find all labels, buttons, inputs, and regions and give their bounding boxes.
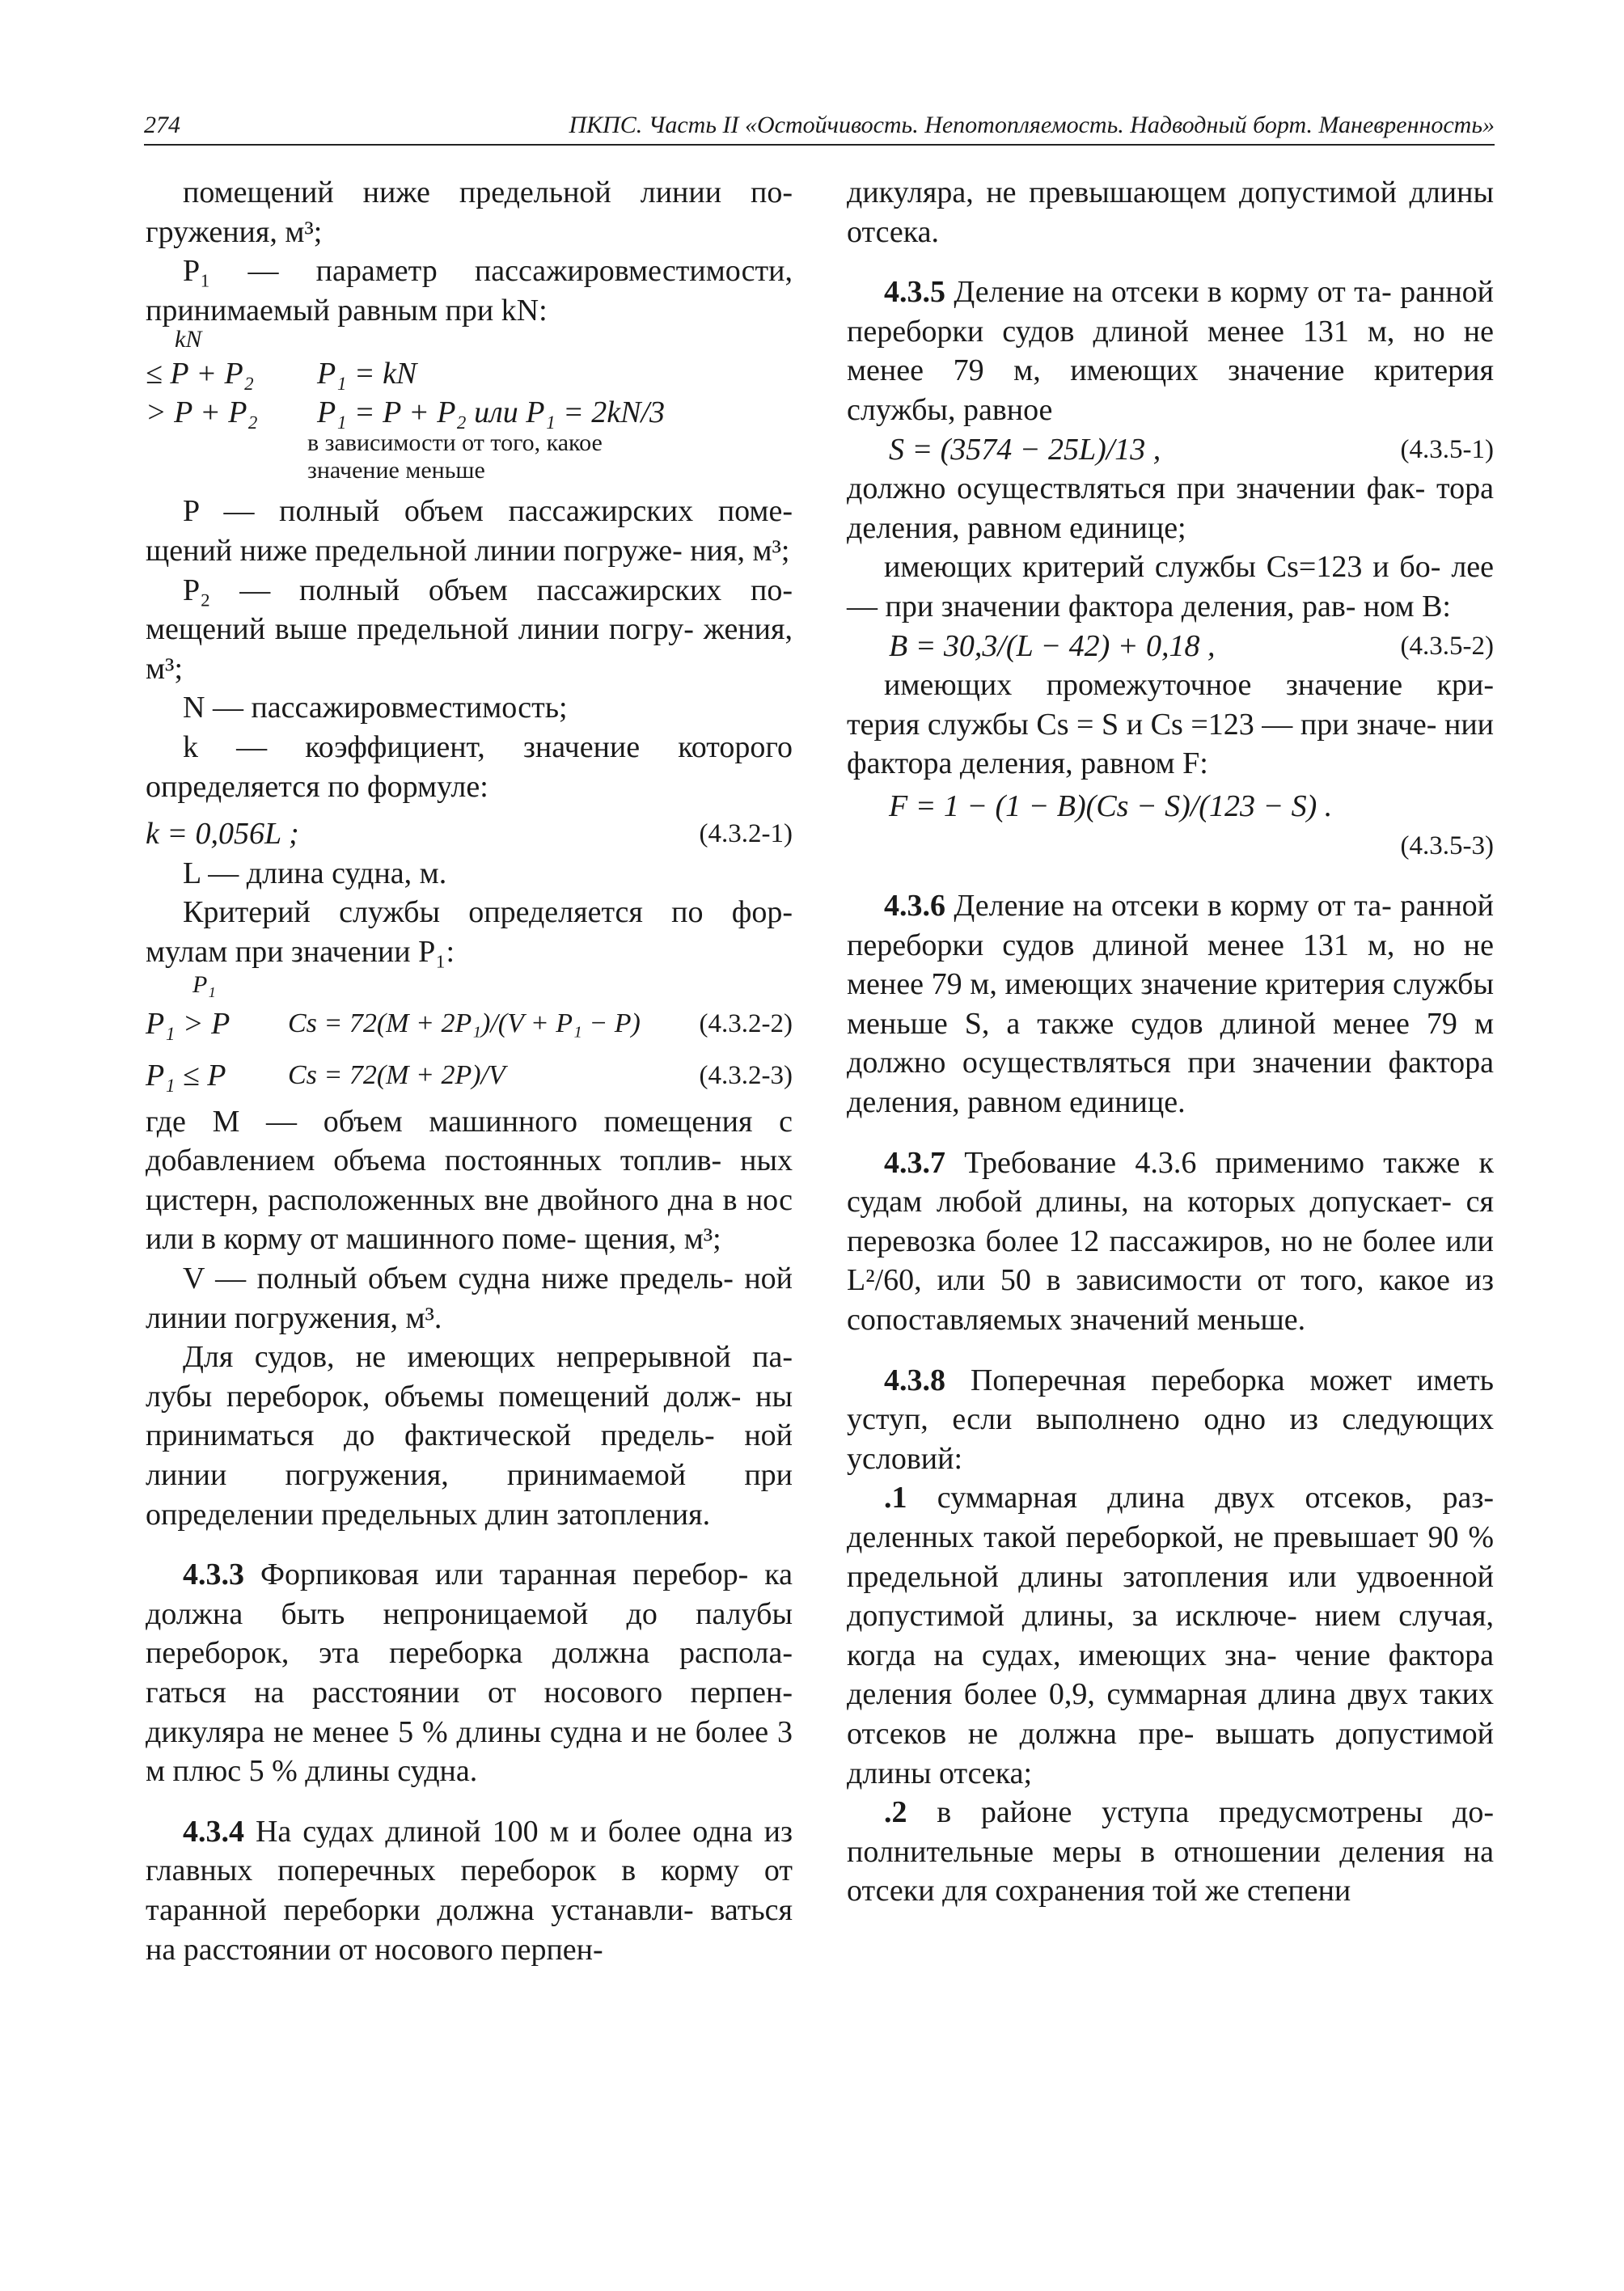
section-4-3-5: [847, 273, 1494, 429]
equation: [847, 430, 1494, 470]
text-line: длиной менее 79 м должно осуществляться: [847, 1006, 1494, 1080]
equation-number: (4.3.2-1): [699, 819, 793, 849]
paragraph: [146, 1102, 793, 1259]
text-line: критерия службы, равное: [847, 353, 1494, 427]
equation-formula: S = (3574 − 25L)/13 ,: [889, 432, 1161, 467]
text-line: дикуляра, не превышающем допустимой: [847, 175, 1397, 209]
text-line: принимаемый равным при kN:: [146, 293, 548, 328]
left-column: [146, 173, 793, 1969]
paragraph: [146, 854, 793, 894]
paragraph: [847, 173, 1494, 252]
text-line: Требование 4.3.6 применимо также к: [945, 1145, 1494, 1180]
table-note: в зависимости от того, какое: [307, 429, 603, 457]
text-line: нием случая, когда на судах, имеющих зна-: [847, 1599, 1494, 1672]
text-line: длины отсека.: [847, 175, 1494, 249]
right-column: [847, 173, 1494, 1911]
text-line: ка должна быть непроницаемой до палубы: [146, 1558, 793, 1631]
paragraph: [146, 1259, 793, 1338]
equation-condition: P₁ ≤ P: [146, 1059, 226, 1093]
paragraph: [847, 547, 1494, 626]
text-line: переборок, эта переборка должна распола-: [146, 1636, 793, 1671]
text-line: Поперечная переборка может иметь: [945, 1363, 1494, 1397]
text-line: определении предельных длин затопления.: [146, 1497, 711, 1532]
table-note: значение меньше: [307, 457, 485, 484]
text-line: длина двух таких отсеков не должна пре-: [847, 1677, 1495, 1751]
section-4-3-4: [146, 1812, 793, 1969]
text-line: L — длина судна, м.: [183, 856, 447, 890]
section-number: 4.3.4: [183, 1814, 244, 1849]
text-line: судам любой длины, на которых допускает-: [847, 1185, 1452, 1219]
paragraph: [146, 688, 793, 728]
paragraph: [847, 469, 1494, 547]
text-line: из главных поперечных переборок в корму: [146, 1814, 793, 1888]
text-line: мещений выше предельной линии погру-: [146, 612, 694, 647]
text-line: единице.: [1069, 1085, 1186, 1120]
equation: [146, 1056, 793, 1096]
equation-formula: B = 30,3/(L − 42) + 0,18 ,: [889, 628, 1216, 663]
section-4-3-3: [146, 1555, 793, 1791]
text-line: вышать допустимой длины отсека;: [847, 1716, 1495, 1790]
text-line: ной линии погружения, принимаемой при: [146, 1418, 793, 1493]
text-line: 131 м, но не менее 79 м, имеющих значение: [847, 314, 1495, 388]
list-item: [847, 1793, 1494, 1911]
text-line: удвоенной допустимой длины, за исключе-: [847, 1559, 1494, 1634]
text-line: должно осуществляться при значении фак-: [847, 471, 1426, 506]
text-line: N — пассажировместимость;: [183, 691, 568, 725]
text-line: нии фактора деления, равном F:: [847, 707, 1495, 781]
text-line: гружения, м³;: [146, 214, 323, 249]
text-line: при значении фактора деления, равном: [847, 1046, 1494, 1120]
text-line: того, какое из сопоставляемых значений: [847, 1263, 1494, 1338]
text-line: деленных такой переборкой, не превышает: [847, 1520, 1419, 1554]
page-number: 274: [144, 112, 180, 138]
text-line: определяется по формуле:: [146, 769, 488, 804]
text-line: P₂ — полный объем пассажирских по-: [183, 573, 793, 607]
paragraph: [146, 1338, 793, 1534]
section-number: 4.3.6: [884, 889, 945, 924]
text-line: от таранной переборки должна устанавли-: [146, 1854, 793, 1927]
paragraph: [847, 666, 1494, 784]
text-line: Критерий службы определяется по фор-: [183, 895, 793, 930]
equation-number: (4.3.2-3): [699, 1061, 793, 1091]
text-line: гаться на расстоянии от носового перпен-: [146, 1676, 793, 1710]
table-cell: P₁ = kN: [317, 357, 417, 391]
section-4-3-6: [847, 886, 1494, 1122]
text-line: P — полный объем пассажирских поме-: [183, 494, 793, 529]
text-line: лубы переборок, объемы помещений долж-: [146, 1379, 742, 1414]
section-4-3-8: [847, 1361, 1494, 1479]
text-line: V — полный объем судна ниже предель-: [183, 1262, 734, 1296]
item-number: .2: [884, 1795, 907, 1830]
text-line: в районе уступа предусмотрены до-: [907, 1795, 1494, 1830]
paragraph: [146, 893, 793, 971]
equation-condition: P₁ > P: [146, 1006, 230, 1041]
text-line: Для судов, не имеющих непрерывной па-: [183, 1340, 793, 1375]
text-line: ния, м³;: [690, 533, 790, 568]
table-cell: ≤ P + P₂: [146, 357, 254, 391]
equation-number: (4.3.2-2): [699, 1008, 793, 1038]
table-header: kN: [175, 326, 202, 353]
text-line: суммарная длина двух отсеков, раз-: [907, 1481, 1494, 1515]
equation-number: (4.3.5-3): [1400, 831, 1494, 860]
equation: [847, 787, 1494, 826]
text-line: ся перевозка более 12 пассажиров, но не: [847, 1185, 1494, 1258]
equation-formula: F = 1 − (1 − B)(Cs − S)/(123 − S) .: [889, 788, 1333, 823]
equation-formula: k = 0,056L ;: [146, 817, 299, 852]
paragraph: [146, 492, 793, 570]
text-line: ранной переборки судов длиной менее: [847, 275, 1494, 349]
text-line: Деление на отсеки в корму от та-: [945, 275, 1392, 310]
running-header: [144, 112, 1495, 146]
text-line: Деление на отсеки в корму от та-: [945, 889, 1392, 924]
text-line: критерия службы меньше S, а также судов: [847, 967, 1494, 1041]
p1-selection-table: [146, 326, 793, 492]
text-line: уступ, если выполнено одно из следующих: [847, 1402, 1494, 1437]
text-line: щения, м³;: [584, 1222, 721, 1257]
equation: [146, 1004, 793, 1044]
text-line: добавлением объема постоянных топлив-: [146, 1143, 722, 1178]
text-line: мулам при значении P₁:: [146, 934, 455, 969]
equation-number-row: [847, 826, 1494, 866]
paragraph: [146, 571, 793, 689]
equation-formula: Cs = 72(M + 2P)/V: [288, 1060, 505, 1091]
equation-number: (4.3.5-1): [1400, 434, 1494, 464]
text-line: ной линии погружения, м³.: [146, 1262, 793, 1335]
table-cell: > P + P₂: [146, 395, 258, 430]
text-line: тора деления, равном единице;: [847, 471, 1494, 545]
text-line: P₁ — параметр пассажировместимости,: [183, 254, 793, 289]
text-line: более 3 м плюс 5 % длины судна.: [146, 1714, 793, 1789]
table-header: P₁: [192, 970, 216, 998]
text-line: имеющих критерий службы Cs=123 и бо-: [884, 550, 1441, 585]
text-line: терия службы Cs = S и Cs =123 — при значе-: [847, 707, 1437, 742]
text-line: На судах длиной 100 м и более одна: [244, 1814, 753, 1849]
text-line: где M — объем машинного помещения с: [146, 1104, 793, 1139]
text-line: дна в нос или в корму от машинного поме-: [146, 1182, 793, 1257]
text-line: ных цистерн, расположенных вне двойного: [146, 1143, 793, 1217]
list-item: [847, 1478, 1494, 1793]
text-line: Форпиковая или таранная перебор-: [244, 1558, 749, 1592]
text-line: условий:: [847, 1441, 963, 1476]
paragraph: [146, 728, 793, 806]
text-line: ном B:: [1363, 589, 1451, 623]
text-line: чение фактора деления более 0,9, суммарная: [847, 1638, 1494, 1712]
text-line: 90 % предельной длины затопления или: [847, 1520, 1494, 1594]
text-line: на отсеки для сохранения той же степени: [847, 1834, 1494, 1908]
text-line: имеющих промежуточное значение кри-: [884, 668, 1494, 703]
equation: [847, 627, 1494, 666]
text-line: 131 м, но не менее 79 м, имеющих значение: [847, 928, 1495, 1002]
equation-formula: Cs = 72(M + 2P₁)/(V + P₁ − P): [288, 1008, 641, 1038]
text-line: ранной переборки судов длиной менее: [847, 889, 1494, 962]
running-title: ПКПС. Часть II «Остойчивость. Непотопляемость. Надводный борт. Маневренность»: [569, 112, 1495, 138]
text-line: помещений ниже предельной линии по-: [183, 175, 793, 209]
text-line: дикуляра не менее 5 % длины судна и не: [146, 1714, 687, 1749]
equation-number: (4.3.5-2): [1400, 631, 1494, 661]
paragraph: [146, 173, 793, 252]
section-number: 4.3.5: [884, 275, 945, 310]
text-line: ваться на расстоянии от носового перпен-: [146, 1892, 793, 1967]
text-line: жения, м³;: [146, 612, 793, 686]
text-line: k — коэффициент, значение которого: [183, 729, 793, 764]
text-line: лее — при значении фактора деления, рав-: [847, 550, 1495, 623]
text-line: щений ниже предельной линии погруже-: [146, 533, 683, 568]
text-line: меньше.: [1196, 1303, 1306, 1338]
section-number: 4.3.3: [183, 1558, 244, 1592]
text-line: полнительные меры в отношении деления: [847, 1834, 1445, 1869]
paragraph: [146, 252, 793, 330]
item-number: .1: [884, 1481, 907, 1515]
table-cell: P₁ = P + P₂ или P₁ = 2kN/3: [317, 395, 666, 430]
section-number: 4.3.8: [884, 1363, 945, 1397]
text-line: более или L²/60, или 50 в зависимости от: [847, 1224, 1495, 1298]
section-number: 4.3.7: [884, 1145, 945, 1180]
text-line: ны приниматься до фактической предель-: [146, 1379, 793, 1453]
equation: [146, 814, 793, 854]
section-4-3-7: [847, 1143, 1494, 1340]
